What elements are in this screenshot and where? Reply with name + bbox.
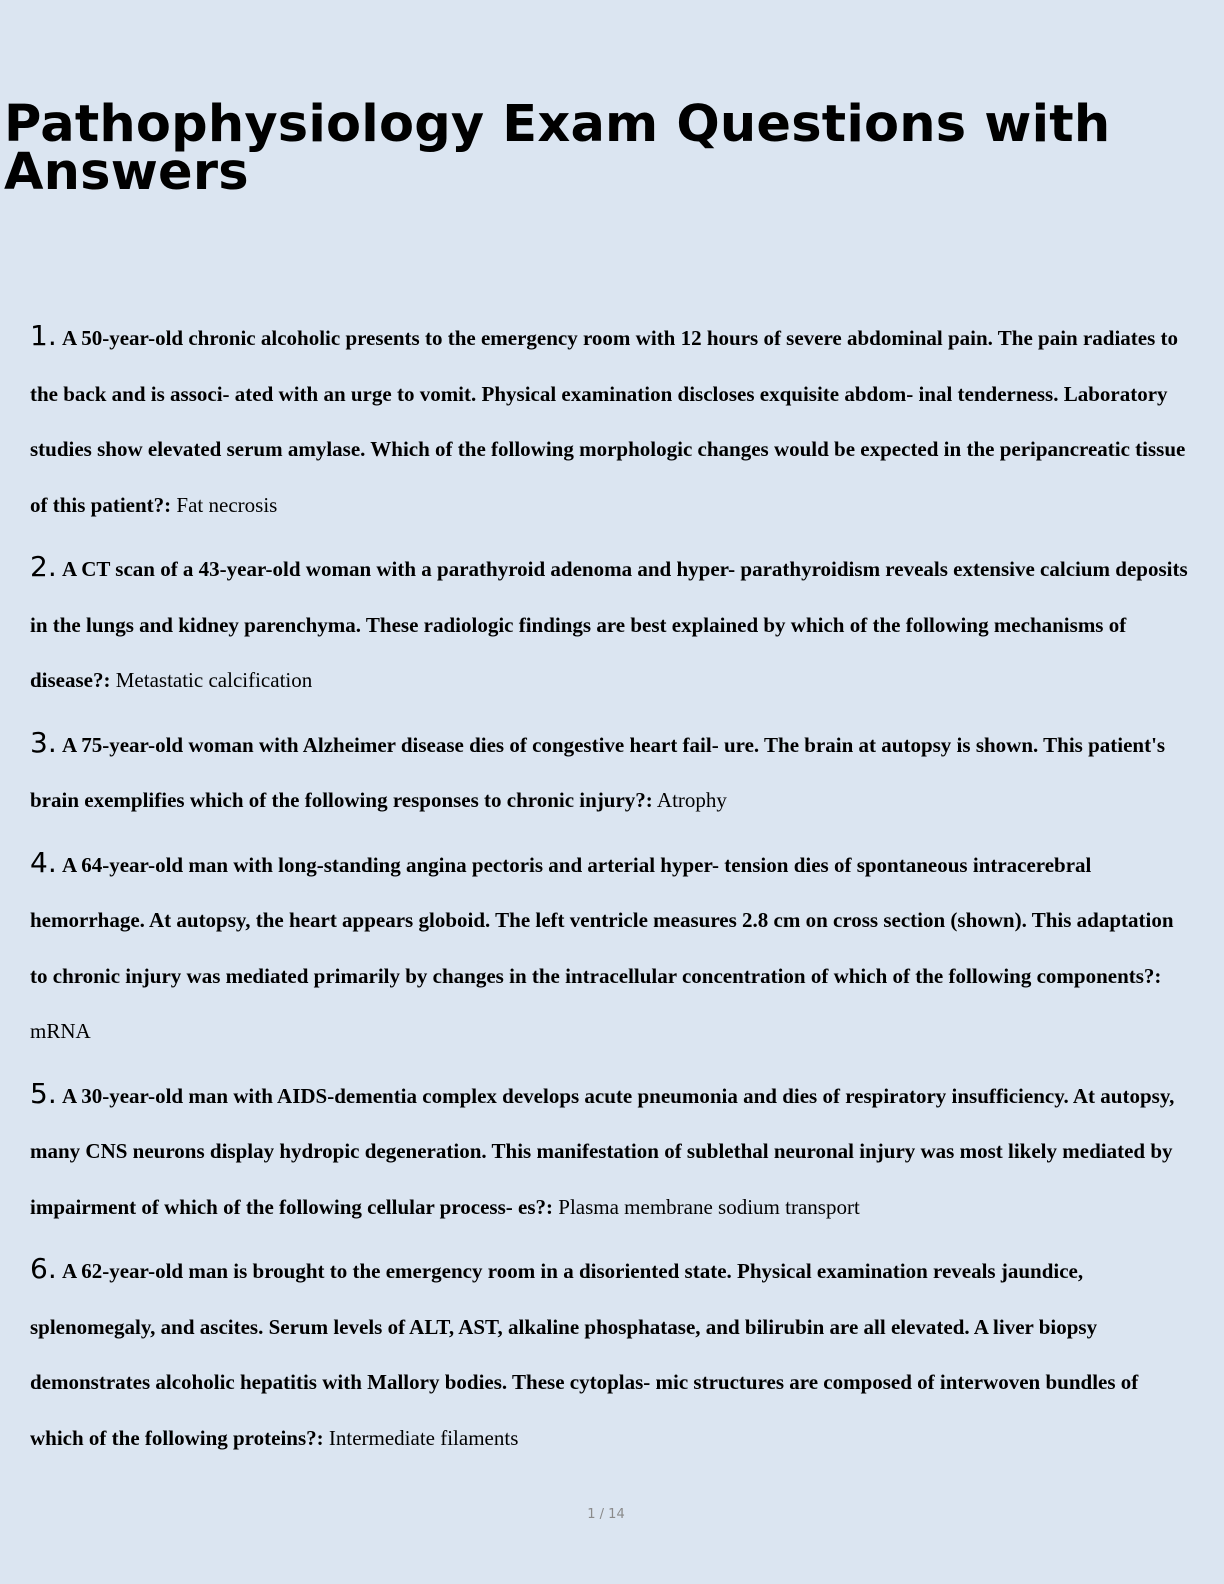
- question-answer: Atrophy: [656, 788, 727, 812]
- question-item: [30, 1066, 1190, 1236]
- question-list: [30, 308, 1190, 1472]
- question-number: 2.: [30, 550, 57, 583]
- question-item: [30, 715, 1190, 829]
- question-answer: Metastatic calcification: [115, 668, 313, 692]
- question-item: [30, 835, 1190, 1060]
- question-text: A 62-year-old man is brought to the emergency room in a disoriented state. Physical examination reveals jaundice, splenomegaly, and ascites. Serum levels of ALT, AST, alkaline phosphatase, and bilirubin are all elevated. A liver biopsy demonstrates alcoholic hepatitis with Mallory bodies. These cytoplas- mic structures are composed of interwoven bundles of which of the following proteins?:: [30, 1259, 1139, 1450]
- question-item: [30, 1241, 1190, 1466]
- question-number: 3.: [30, 725, 57, 759]
- page-title: Pathophysiology Exam Questions with Answers: [4, 95, 1111, 202]
- question-item: [30, 539, 1190, 709]
- question-number: 6.: [30, 1252, 57, 1285]
- question-answer: Fat necrosis: [176, 492, 278, 517]
- question-number: 4.: [30, 845, 57, 879]
- question-text: A 64-year-old man with long-standing angina pectoris and arterial hyper- tension dies of spontaneous intracerebral hemorrhage. At autopsy, the heart appears globoid. The left ventricle measures 2.8 cm on cross section (shown). This adaptation to chronic injury was mediated primarily by changes in the intracellular concentration of which of the following components?:: [30, 852, 1174, 988]
- question-text: A 75-year-old woman with Alzheimer disease dies of congestive heart fail- ure. The brain at autopsy is shown. This patient's brain exemplifies which of the following responses to chronic injury?:: [30, 732, 1166, 812]
- question-answer: Plasma membrane sodium transport: [558, 1194, 860, 1219]
- question-item: [30, 308, 1190, 533]
- question-answer: Intermediate filaments: [328, 1425, 519, 1450]
- question-answer: mRNA: [30, 1019, 91, 1043]
- question-number: 5.: [30, 1076, 57, 1110]
- page-number: 1 / 14: [587, 1507, 625, 1522]
- question-text: A CT scan of a 43-year-old woman with a parathyroid adenoma and hyper- parathyroidism reveals extensive calcium deposits in the lungs and kidney parenchyma. These radiologic findings are best explained by which of the following mechanisms of disease?:: [30, 557, 1188, 692]
- question-number: 1.: [30, 319, 57, 352]
- question-text: A 50-year-old chronic alcoholic presents to the emergency room with 12 hours of severe abdominal pain. The pain radiates to the back and is associ- ated with an urge to vomit. Physical examination discloses exquisite abdom- inal tenderness. Laboratory studies show elevated serum amylase. Which of the following morphologic changes would be expected in the peripancreatic tissue of this patient?:: [30, 326, 1186, 517]
- question-text: A 30-year-old man with AIDS-dementia complex develops acute pneumonia and dies of respiratory insufficiency. At autopsy, many CNS neurons display hydropic degeneration. This manifestation of sublethal neuronal injury was most likely mediated by impairment of which of the following cellular process- es?:: [30, 1083, 1175, 1219]
